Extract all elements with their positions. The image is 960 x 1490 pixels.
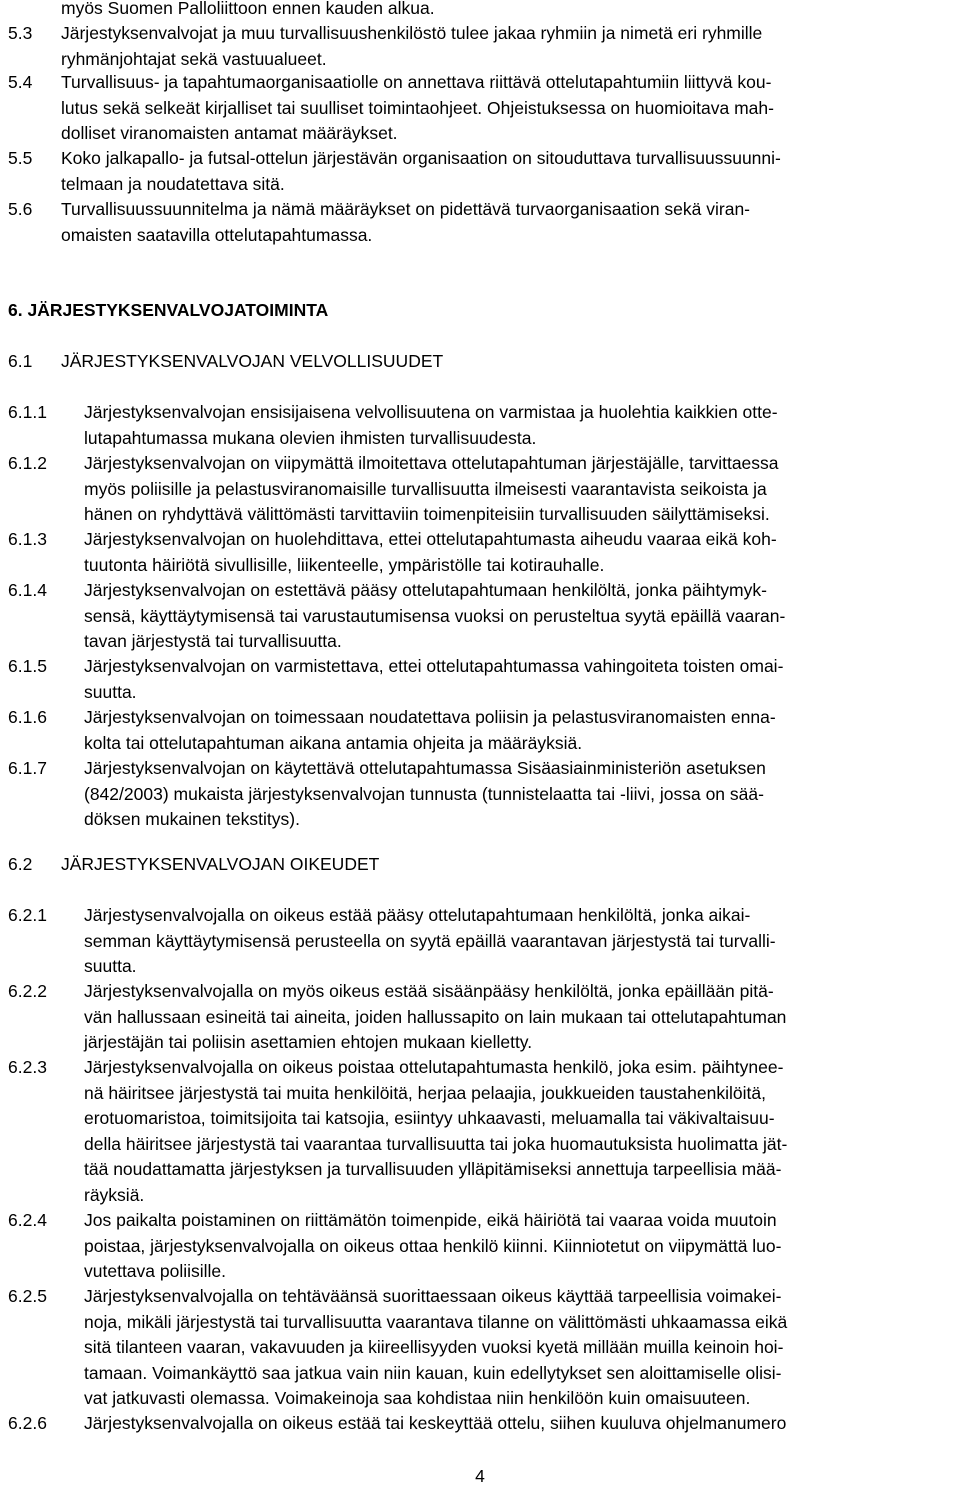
item-text: [84, 756, 954, 833]
item-number: 6.2.6: [8, 1413, 47, 1433]
item-number: 5.3: [8, 23, 33, 43]
list-item: [8, 146, 954, 197]
item-number: 6.2.3: [8, 1057, 47, 1077]
list-item: [8, 654, 954, 705]
item-text-line: Jos paikalta poistaminen on riittämätön toimenpide, eikä häiriötä tai vaaraa voida muutoin: [84, 1210, 777, 1230]
item-text-line: Järjestyksenvalvojalla on oikeus poistaa ottelutapahtumasta henkilö, joka esim. päihtynee-: [84, 1057, 784, 1077]
item-text-line: Järjestyksenvalvojan on varmistettava, ettei ottelutapahtumassa vahingoiteta toisten omai-: [84, 656, 784, 676]
item-text: [84, 1055, 954, 1208]
list-item: [8, 1208, 954, 1285]
item-text-line: dolliset viranomaisten antamat määräykset.: [61, 123, 398, 143]
item-text: [61, 21, 954, 72]
item-text-line: suutta.: [84, 681, 137, 702]
item-number: 5.4: [8, 72, 33, 92]
item-text-line: kolta tai ottelutapahtuman aikana antamia ohjeita ja määräyksiä.: [84, 732, 583, 753]
item-text-line: Järjestyksenvalvojan on estettävä pääsy ottelutapahtumaan henkilöltä, jonka päihtymyk-: [84, 580, 767, 600]
item-text: [61, 146, 954, 197]
item-text-line: erotuomaristoa, toimitsijoita tai katsojia, esiintyy uhkaavasti, meluamalla tai väkivaltaisuu-: [84, 1108, 775, 1128]
item-text: [84, 1411, 954, 1437]
item-text-line: döksen mukainen tekstitys).: [84, 809, 300, 829]
item-text-line: myös poliisille ja pelastusviranomaisille turvallisuutta ilmeisesti vaarantavista seikoista ja: [84, 478, 767, 499]
item-text: [84, 654, 954, 705]
item-text-line: nä häiritsee järjestystä tai muita henkilöitä, herjaa pelaajia, joukkueiden taustahenkilöitä,: [84, 1082, 766, 1103]
item-number: 6.2.2: [8, 981, 47, 1001]
item-number: 6.1.6: [8, 707, 47, 727]
list-item: [8, 1411, 954, 1437]
item-text-line: poistaa, järjestyksenvalvojalla on oikeus ottaa henkilö kiinni. Kiinniotetut on viipymättä luo-: [84, 1235, 782, 1256]
item-text-line: Järjestyksenvalvojan on viipymättä ilmoitettava ottelutapahtuman järjestäjälle, tarvittaessa: [84, 453, 779, 473]
item-text-line: omaisten saatavilla ottelutapahtumassa.: [61, 224, 373, 245]
item-text-line: semman käyttäytymisensä perusteella on syytä epäillä vaarantavan järjestystä tai turvalli-: [84, 930, 776, 951]
item-text-line: (842/2003) mukaista järjestyksenvalvojan tunnusta (tunnistelaatta tai -liivi, jossa on sää-: [84, 783, 764, 804]
item-text-line: sitä tilanteen vaaran, vakavuuden ja kiireellisyyden vuoksi kyetä millään muilla keinoin hoi-: [84, 1337, 784, 1357]
item-text-line: sensä, käyttäytymisensä tai varustautumisensa vuoksi on perusteltua syytä epäillä vaaran-: [84, 605, 786, 626]
item-text: [84, 527, 954, 578]
item-text: [61, 197, 954, 248]
item-number: 6.1.1: [8, 402, 47, 422]
subsection-number: 6.2: [8, 854, 33, 874]
item-text-line: tamaan. Voimankäyttö saa jatkua vain niin kauan, kuin edellytykset sen aloittamiselle olisi-: [84, 1362, 782, 1383]
list-item: [8, 400, 954, 451]
item-text-line: telmaan ja noudatettava sitä.: [61, 173, 285, 194]
subsection-6-1-heading: [8, 349, 443, 375]
item-number: 6.1.2: [8, 453, 47, 473]
item-text-line: Järjestyksenvalvojalla on myös oikeus estää sisäänpääsy henkilöltä, jonka epäillään pitä-: [84, 981, 774, 1001]
item-text-line: noja, mikäli järjestystä tai turvallisuutta vaarantava tilanne on välittömästi uhkaamassa eikä: [84, 1311, 788, 1332]
item-number: 6.1.4: [8, 580, 47, 600]
item-number: 5.6: [8, 199, 33, 219]
item-text-line: vutettava poliisille.: [84, 1261, 227, 1281]
list-item: [8, 903, 954, 980]
item-text-line: lutus sekä selkeät kirjalliset tai suulliset toimintaohjeet. Ohjeistuksessa on huomioitava mah-: [61, 97, 774, 118]
list-item: [8, 451, 954, 528]
item-text-line: Järjestyksenvalvojan ensisijaisena velvollisuutena on varmistaa ja huolehtia kaikkien otte-: [84, 402, 778, 422]
item-text-line: räyksiä.: [84, 1184, 145, 1205]
subsection-title: JÄRJESTYKSENVALVOJAN OIKEUDET: [61, 854, 380, 874]
item-text-line: Järjestyksenvalvojalla on oikeus estää tai keskeyttää ottelu, siihen kuuluva ohjelmanumero: [84, 1413, 787, 1433]
item-text-line: della häiritsee järjestystä tai vaarantaa turvallisuutta tai joka huomautuksista huolimatta jät-: [84, 1133, 788, 1154]
item-text: [61, 70, 954, 147]
list-item: [8, 197, 954, 248]
item-text-line: hänen on ryhdyttävä välittömästi tarvittaviin toimenpiteisiin turvallisuuden säilyttämiseksi.: [84, 504, 770, 524]
item-text-line: Järjestyksenvalvojat ja muu turvallisuushenkilöstö tulee jakaa ryhmiin ja nimetä eri ryhmille: [61, 23, 763, 43]
item-text: [84, 979, 954, 1056]
list-item: [8, 756, 954, 833]
item-text-line: Järjestyksenvalvojan on huolehdittava, ettei ottelutapahtumasta aiheudu vaaraa eikä koh-: [84, 529, 777, 549]
item-number: 5.5: [8, 148, 33, 168]
item-number: 6.1.3: [8, 529, 47, 549]
list-item: [8, 21, 954, 72]
subsection-title: JÄRJESTYKSENVALVOJAN VELVOLLISUUDET: [61, 351, 444, 371]
list-item: [8, 705, 954, 756]
item-text-line: tuutonta häiriötä sivullisille, liikenteelle, ympäristölle tai kotirauhalle.: [84, 554, 605, 575]
item-text: [84, 451, 954, 528]
item-text: [84, 705, 954, 756]
list-item: [8, 1284, 954, 1412]
item-text-line: lutapahtumassa mukana olevien ihmisten turvallisuudesta.: [84, 427, 537, 448]
item-text: [84, 578, 954, 655]
list-item: [8, 527, 954, 578]
item-number: 6.2.4: [8, 1210, 47, 1230]
item-text-line: Koko jalkapallo- ja futsal-ottelun järjestävän organisaation on sitouduttava turvallisuussuunni-: [61, 148, 781, 168]
subsection-number: 6.1: [8, 351, 33, 371]
item-number: 6.1.5: [8, 656, 47, 676]
item-text-line: järjestäjän tai poliisin asettamien ehtojen mukaan kielletty.: [84, 1032, 533, 1052]
item-text-line: Turvallisuussuunnitelma ja nämä määräykset on pidettävä turvaorganisaation sekä viran-: [61, 199, 751, 219]
section-6-heading: 6. JÄRJESTYKSENVALVOJATOIMINTA: [8, 300, 329, 320]
item-text-line: Turvallisuus- ja tapahtumaorganisaatiolle on annettava riittävä ottelutapahtumiin liittyvä kou-: [61, 72, 772, 92]
item-text: [84, 903, 954, 980]
item-text: [84, 400, 954, 451]
item-text-line: vän hallussaan esineitä tai aineita, joiden hallussapito on lain mukaan tai ottelutapahtuman: [84, 1006, 787, 1027]
item-text-line: vat jatkuvasti olemassa. Voimakeinoja saa kohdistaa niin henkilöön kuin omaisuuteen.: [84, 1388, 751, 1408]
item-text-line: Järjestyksenvalvojalla on tehtäväänsä suorittaessaan oikeus käyttää tarpeellisia voimakei-: [84, 1286, 782, 1306]
item-number: 6.2.1: [8, 905, 47, 925]
item-number: 6.2.5: [8, 1286, 47, 1306]
item-text: [84, 1284, 954, 1412]
item-text-line: tää noudattamatta järjestyksen ja turvallisuuden ylläpitämiseksi annettuja tarpeellisia mää-: [84, 1159, 782, 1179]
item-text-line: ryhmänjohtajat sekä vastuualueet.: [61, 48, 327, 69]
item-text-line: Järjestysenvalvojalla on oikeus estää pääsy ottelutapahtumaan henkilöltä, jonka aikai-: [84, 905, 751, 925]
list-item: [8, 979, 954, 1056]
list-item: [8, 1055, 954, 1208]
page-number: 4: [475, 1466, 485, 1486]
item-text-line: suutta.: [84, 956, 137, 976]
item-text-line: Järjestyksenvalvojan on käytettävä ottelutapahtumassa Sisäasiainministeriön asetuksen: [84, 758, 766, 778]
item-number: 6.1.7: [8, 758, 47, 778]
subsection-6-2-heading: [8, 852, 379, 878]
list-item: [8, 578, 954, 655]
item-text: [84, 1208, 954, 1285]
list-item: [8, 70, 954, 147]
item-text-line: Järjestyksenvalvojan on toimessaan noudatettava poliisin ja pelastusviranomaisten enna-: [84, 707, 776, 727]
continued-text: myös Suomen Palloliittoon ennen kauden alkua.: [61, 0, 435, 18]
item-text-line: tavan järjestystä tai turvallisuutta.: [84, 631, 342, 651]
